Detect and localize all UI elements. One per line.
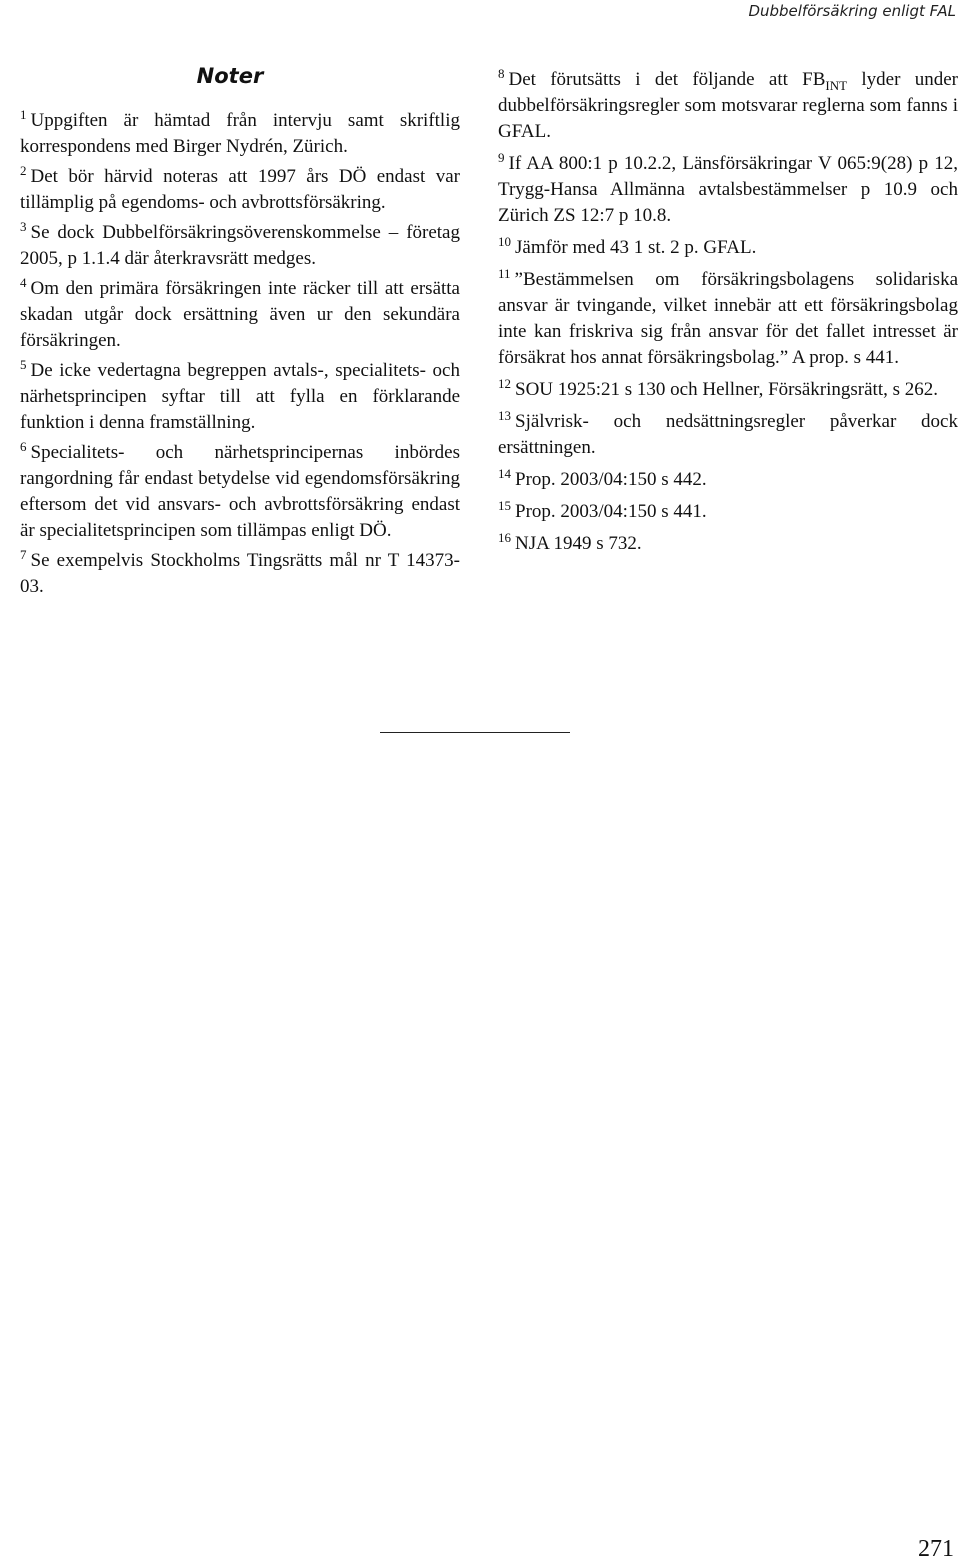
- notes-heading: Noter: [196, 64, 264, 88]
- footnote-number: 8: [498, 66, 505, 81]
- notes-column-right: [498, 67, 958, 563]
- footnote-14: [498, 467, 958, 493]
- footnote-number: 6: [20, 439, 27, 454]
- footnote-4: [20, 276, 460, 354]
- footnote-5: [20, 358, 460, 436]
- footnote-number: 15: [498, 498, 511, 513]
- footnote-text: Uppgiften är hämtad från intervju samt skriftlig korrespondens med Birger Nydrén, Zürich.: [20, 110, 460, 157]
- footnote-6: [20, 440, 460, 544]
- footnote-number: 7: [20, 547, 27, 562]
- footnote-text: NJA 1949 s 732.: [515, 533, 642, 554]
- footnote-text: Specialitets- och närhetsprincipernas inbördes rangordning får endast betydelse vid egendomsförsäkring eftersom det vid ansvars- och avbrottsförsäkring endast är specialitetsprincipen som tillämpas enligt DÖ.: [20, 442, 460, 541]
- footnote-text: If AA 800:1 p 10.2.2, Länsförsäkringar V 065:9(28) p 12, Trygg-Hansa Allmänna avtalsbestämmelser p 10.9 och Zürich ZS 12:7 p 10.8.: [498, 153, 958, 226]
- footnote-9: [498, 151, 958, 229]
- footnote-number: 5: [20, 357, 27, 372]
- footnote-11: [498, 267, 958, 371]
- footnote-12: [498, 377, 958, 403]
- footnote-text: SOU 1925:21 s 130 och Hellner, Försäkringsrätt, s 262.: [515, 379, 939, 400]
- notes-column-left: [20, 108, 460, 604]
- footnote-16: [498, 531, 958, 557]
- footnote-text: Prop. 2003/04:150 s 442.: [515, 469, 707, 490]
- footnote-number: 9: [498, 150, 505, 165]
- footnote-15: [498, 499, 958, 525]
- footnote-text: Om den primära försäkringen inte räcker till att ersätta skadan utgår dock ersättning även ur den sekundära försäkringen.: [20, 278, 460, 351]
- footnote-text: ”Bestämmelsen om försäkringsbolagens solidariska ansvar är tvingande, vilket innebär att ett försäkringsbolag inte kan friskriva sig från ansvar för det fallet intresset är försäkrat hos annat försäkringsbolag.” A prop. s 441.: [498, 269, 958, 368]
- footnote-text: Se exempelvis Stockholms Tingsrätts mål nr T 14373-03.: [20, 550, 460, 597]
- footnote-13: [498, 409, 958, 461]
- footnote-number: 16: [498, 530, 511, 545]
- footnote-subscript: INT: [825, 77, 848, 93]
- footnote-number: 12: [498, 376, 511, 391]
- footnote-number: 13: [498, 408, 511, 423]
- footnote-text: Prop. 2003/04:150 s 441.: [515, 501, 707, 522]
- footnote-2: [20, 164, 460, 216]
- footnote-number: 3: [20, 219, 27, 234]
- footnote-text: Självrisk- och nedsättningsregler påverkar dock ersättningen.: [498, 411, 958, 458]
- page-number: 271: [918, 1536, 954, 1562]
- footnote-text-end: lyder under dubbelförsäkringsregler som motsvarar reglerna som fanns i GFAL.: [498, 69, 958, 142]
- footnote-3: [20, 220, 460, 272]
- footnote-10: [498, 235, 958, 261]
- footnote-7: [20, 548, 460, 600]
- footnote-number: 4: [20, 275, 27, 290]
- running-header-title: Dubbelförsäkring enligt FAL: [748, 2, 956, 20]
- footnote-number: 2: [20, 163, 27, 178]
- footnote-text: Det bör härvid noteras att 1997 års DÖ endast var tillämplig på egendoms- och avbrottsförsäkring.: [20, 166, 460, 213]
- divider-rule: [380, 732, 570, 733]
- footnote-1: [20, 108, 460, 160]
- footnote-text: De icke vedertagna begreppen avtals-, specialitets- och närhetsprincipen syftar till att fylla en förklarande funktion i denna framställning.: [20, 360, 460, 433]
- footnote-text: Se dock Dubbelförsäkringsöverenskommelse – företag 2005, p 1.1.4 där återkravsrätt medges.: [20, 222, 460, 269]
- footnote-number: 14: [498, 466, 511, 481]
- footnote-number: 11: [498, 266, 511, 281]
- footnote-8: [498, 67, 958, 145]
- footnote-text: Jämför med 43 1 st. 2 p. GFAL.: [515, 237, 757, 258]
- footnote-text-start: Det förutsätts i det följande att FB: [508, 69, 826, 90]
- footnote-number: 10: [498, 234, 511, 249]
- footnote-number: 1: [20, 107, 27, 122]
